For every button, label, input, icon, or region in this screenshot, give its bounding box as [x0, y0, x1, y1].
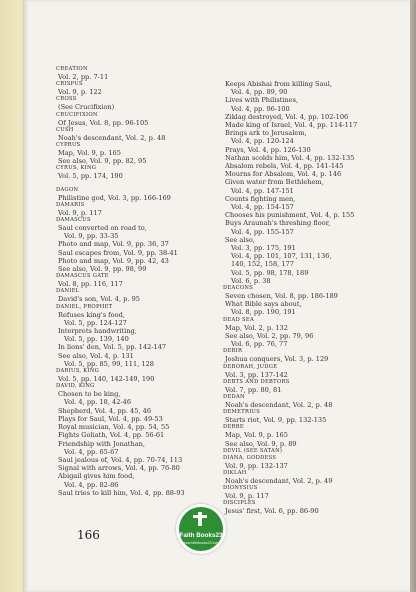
index-entry: [223, 500, 398, 515]
page-number: 166: [77, 528, 100, 542]
index-reference: Ziklag destroyed, Vol. 4, pp. 102-106: [225, 112, 349, 121]
index-reference: See also, Vol. 2, pp. 79, 96: [225, 331, 314, 340]
index-reference: Vol. 4, pp. 65-67: [64, 447, 119, 456]
index-reference: Saul jealous of, Vol. 4, pp. 70-74, 113: [58, 455, 183, 464]
index-reference: Vol. 5, pp. 124-127: [64, 318, 127, 327]
index-entry: [56, 112, 206, 127]
index-reference: Of Jesus, Vol. 8, pp. 96-105: [58, 118, 149, 127]
index-reference: Starts riot, Vol. 9, pp. 132-135: [225, 416, 327, 425]
index-heading: DEBIR: [223, 348, 243, 355]
index-heading: CYPRUS: [56, 142, 81, 149]
index-reference: Saul converted on road to,: [58, 224, 147, 233]
index-heading: DAMARIS: [56, 201, 85, 208]
index-reference: Saul escapes from, Vol. 9, pp. 38-41: [58, 248, 178, 257]
index-reference: Counts fighting men,: [225, 194, 296, 203]
index-reference: Vol. 6, p. 38: [231, 276, 271, 285]
index-entry: [56, 288, 206, 303]
index-reference: Vol. 8, pp. 190, 191: [231, 308, 296, 317]
index-heading: CYRUS, KING: [56, 165, 97, 172]
index-reference: Vol. 4, pp. 120-124: [231, 137, 294, 146]
index-heading: DANIEL: [56, 288, 80, 295]
index-reference: Noah's descendant, Vol. 2, p. 48: [225, 400, 333, 409]
index-heading: DIKLAH: [223, 469, 247, 476]
index-entry: [56, 273, 206, 288]
index-reference: Brings ark to Jerusalem,: [225, 129, 307, 138]
index-heading: DAVID, KING: [56, 383, 95, 390]
index-entry: [223, 379, 398, 394]
index-reference: Vol. 4, pp. 96-100: [231, 104, 290, 113]
index-entry: [223, 470, 398, 485]
index-entry: [56, 187, 206, 202]
index-reference: In lions' den, Vol. 5, pp. 142-147: [58, 343, 167, 352]
index-entry: [223, 364, 398, 379]
index-reference: Vol. 9, p. 117: [225, 492, 269, 501]
index-entry: [223, 448, 398, 455]
index-reference: Vol. 4, pp. 18, 42-46: [64, 398, 132, 407]
index-reference: See also, Vol. 9, pp. 98, 99: [58, 265, 147, 274]
index-reference: Abigail gives him food,: [58, 472, 135, 481]
index-reference: Vol. 4, pp. 82-86: [64, 480, 119, 489]
index-reference: Vol. 5, pp. 174, 190: [58, 172, 123, 181]
index-reference: Vol. 2, pp. 7-11: [58, 73, 109, 81]
index-reference: 140, 152, 158, 177: [231, 260, 294, 269]
index-reference: Keeps Abishai from killing Saul,: [225, 80, 332, 88]
index-heading: DIANA, GODDESS: [223, 454, 277, 461]
index-reference: Vol. 5, pp. 139, 140: [64, 335, 129, 344]
index-reference: Mourns for Absalom, Vol. 4, p. 146: [225, 170, 342, 179]
cross-icon-bar: [193, 515, 207, 518]
index-reference: Friendship with Jonathan,: [58, 439, 145, 448]
index-heading: DANIEL, PROPHET: [56, 303, 113, 310]
index-reference: See also, Vol. 4, p. 131: [58, 351, 134, 360]
index-reference: Given water from Bethlehem,: [225, 178, 324, 187]
index-entry: [56, 383, 206, 497]
index-reference: Vol. 5, pp. 140, 142-149, 190: [58, 375, 155, 384]
index-reference: Noah's descendant, Vol. 2, p. 49: [225, 476, 333, 485]
index-reference: Refuses king's food,: [58, 310, 125, 319]
index-entry: [56, 165, 206, 180]
index-reference: Seven chosen, Vol. 8, pp. 186-189: [225, 292, 338, 301]
index-reference: Photo and map, Vol. 9, pp. 36, 37: [58, 240, 169, 249]
index-reference: Fights Goliath, Vol. 4, pp. 56-61: [58, 431, 165, 440]
index-reference: Vol. 9, p. 122: [58, 88, 102, 97]
index-reference: Nathan scolds him, Vol. 4, pp. 132-135: [225, 153, 355, 162]
index-reference: Vol. 4, pp. 147-151: [231, 186, 294, 195]
index-reference: Chosen to be king,: [58, 390, 121, 399]
index-reference: Vol. 4, pp. 155-157: [231, 227, 294, 236]
watermark-url: www.faithbooks23.com: [182, 541, 220, 545]
index-reference: Vol. 4, pp. 89, 90: [231, 88, 288, 97]
index-heading: DAMASCUS GATE: [56, 273, 109, 280]
index-reference: See also, Vol. 9, p. 89: [225, 439, 297, 448]
index-reference: Buys Araunah's threshing floor,: [225, 219, 331, 228]
index-entry: [223, 409, 398, 424]
index-reference: Vol. 5, pp. 85, 99, 111, 128: [64, 359, 154, 368]
index-entry: [56, 96, 206, 111]
index-reference: Prays, Vol. 4, pp. 126-130: [225, 145, 311, 154]
index-reference: Made king of Israel, Vol. 4, pp. 114-117: [225, 121, 358, 130]
index-entry: [56, 66, 206, 81]
index-column-right: [223, 80, 398, 516]
index-reference: Signal with arrows, Vol. 4, pp. 76-80: [58, 464, 180, 473]
index-heading: DEDAN: [223, 393, 245, 400]
index-entry: [223, 455, 398, 470]
index-reference: Noah's descendant, Vol. 2, p. 48: [58, 133, 166, 142]
index-reference: Saul tries to kill him, Vol. 4, pp. 88-93: [58, 488, 185, 497]
index-reference: Chooses his punishment, Vol. 4, p. 155: [225, 211, 355, 220]
index-reference: See also, Vol. 9, pp. 82, 95: [58, 157, 147, 166]
index-reference: Map, Vol. 9, p. 165: [58, 149, 121, 158]
index-entry: [56, 217, 206, 273]
index-reference: (See Crucifixion): [58, 103, 115, 112]
index-reference: Photo and map, Vol. 9, pp. 42, 43: [58, 256, 169, 265]
index-entry: [56, 368, 206, 383]
index-reference: What Bible says about,: [225, 300, 302, 309]
index-reference: Vol. 3, pp. 137-142: [225, 370, 288, 379]
index-entry: [56, 304, 206, 368]
index-reference: Vol. 4, pp. 154-157: [231, 203, 294, 212]
index-entry: [223, 285, 398, 317]
index-heading: CRISPUS: [56, 81, 83, 88]
index-reference: Shepherd, Vol. 4, pp. 45, 46: [58, 406, 152, 415]
index-reference: Vol. 6, pp. 76, 77: [231, 340, 288, 349]
index-entry: [223, 394, 398, 409]
index-reference: Jesus' first, Vol. 6, pp. 86-90: [225, 507, 319, 516]
index-reference: Vol. 5, pp. 98, 178, 189: [231, 268, 309, 277]
index-reference: Royal musician, Vol. 4, pp. 54, 55: [58, 423, 170, 432]
index-reference: Vol. 9, pp. 132-137: [225, 461, 288, 470]
index-heading: DEBORAH, JUDGE: [223, 363, 278, 370]
index-reference: Vol. 3, pp. 175, 191: [231, 244, 296, 253]
index-entry: [223, 485, 398, 500]
index-entry: [223, 317, 398, 349]
index-column-left: [56, 66, 206, 497]
index-entry: [223, 80, 398, 285]
index-heading: CREATION: [56, 66, 88, 72]
index-heading: DEAD SEA: [223, 316, 254, 323]
index-entry: [56, 81, 206, 96]
index-heading: DAMASCUS: [56, 217, 91, 224]
index-reference: Philistine god, Vol. 3, pp. 166-169: [58, 193, 171, 202]
index-heading: CROSS: [56, 96, 77, 103]
index-reference: Vol. 4, pp. 101, 107, 131, 136,: [231, 252, 332, 261]
index-heading: CRUCIFIXION: [56, 111, 98, 118]
index-entry: [223, 424, 398, 447]
index-reference: Lives with Philistines,: [225, 96, 299, 105]
index-heading: DEMETRIUS: [223, 409, 261, 416]
index-heading: DIONYSIUS: [223, 485, 258, 492]
index-reference: See also,: [225, 235, 255, 244]
watermark-badge: [176, 504, 226, 554]
index-heading: DEACONS: [223, 285, 254, 292]
book-page: [24, 0, 410, 592]
index-reference: Vol. 9, p. 117: [58, 208, 102, 217]
index-heading: DISCIPLES: [223, 500, 256, 507]
index-reference: Vol. 9, pp. 33-35: [64, 232, 119, 241]
index-reference: David's son, Vol. 4, p. 95: [58, 295, 140, 304]
index-entry: [56, 142, 206, 165]
index-heading: DERBE: [223, 424, 244, 431]
index-reference: Absalom rebels, Vol. 4, pp. 141-145: [225, 162, 344, 171]
watermark-title: Faith Books23: [179, 532, 223, 539]
index-heading: DAGON: [56, 186, 79, 193]
index-reference: Interprets handwriting,: [58, 327, 137, 336]
index-heading: DARIUS, KING: [56, 368, 100, 375]
index-entry: [56, 202, 206, 217]
index-reference: Map, Vol. 2, p. 132: [225, 323, 288, 332]
index-entry: [223, 348, 398, 363]
index-reference: Plays for Saul, Vol. 4, pp. 49-53: [58, 414, 163, 423]
index-reference: Vol. 7, pp. 80, 81: [225, 385, 282, 394]
index-reference: Map, Vol. 9, p. 165: [225, 431, 288, 440]
index-entry: [56, 127, 206, 142]
index-reference: Joshua conquers, Vol. 3, p. 129: [225, 355, 329, 364]
index-reference: Vol. 8, pp. 116, 117: [58, 280, 123, 289]
index-heading: CUSH: [56, 126, 74, 133]
index-heading: DEBTS AND DEBTORS: [223, 378, 290, 385]
index-heading: DEVIL (SEE SATAN): [223, 447, 283, 454]
